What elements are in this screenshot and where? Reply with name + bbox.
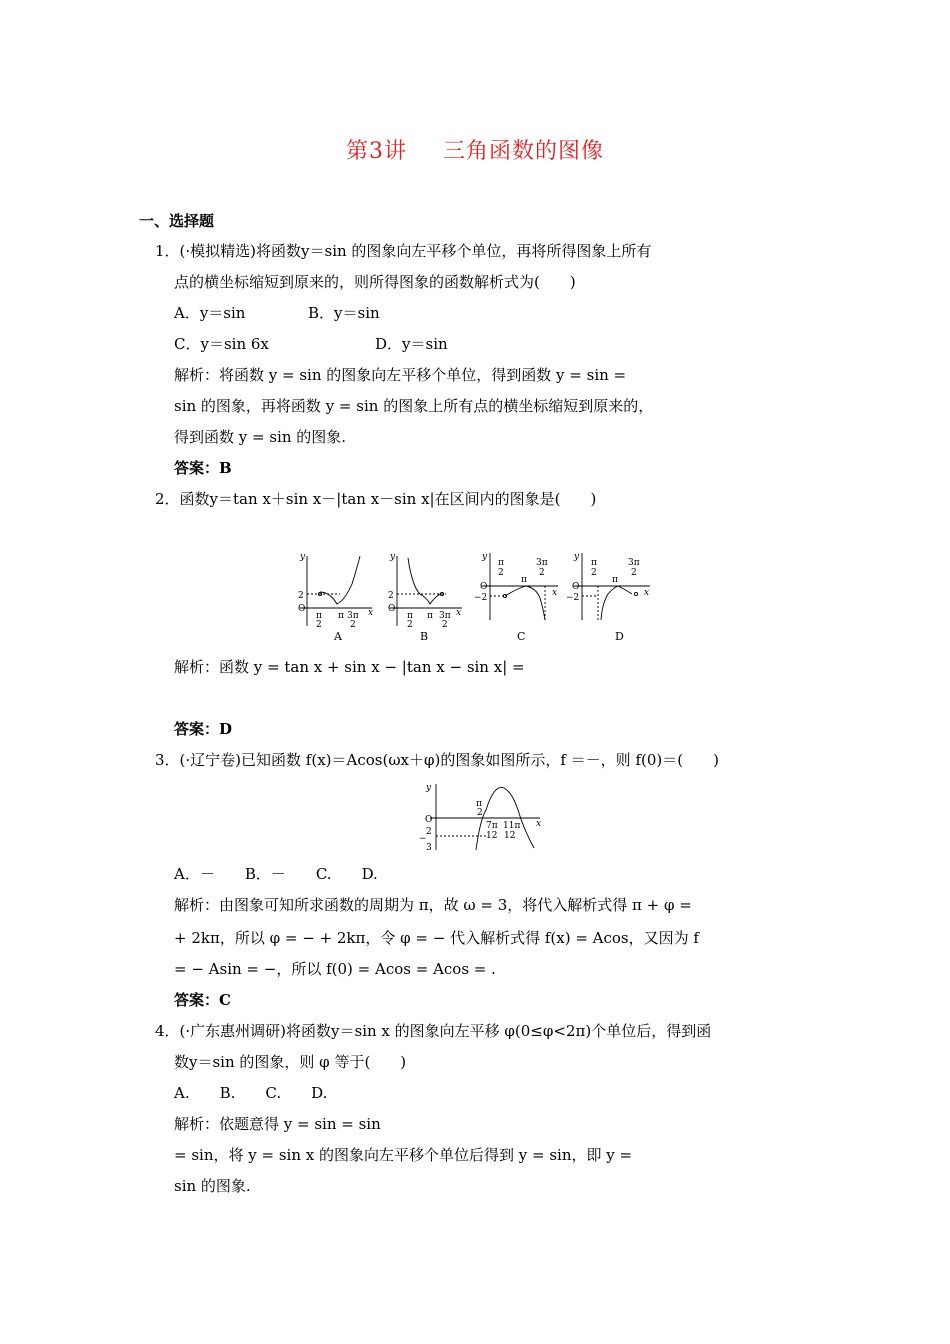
svg-text:2: 2 [498, 568, 504, 578]
section-heading: 一、选择题 [139, 212, 215, 230]
lecture-number: 第3讲 [345, 139, 407, 164]
svg-text:3π: 3π [628, 558, 640, 568]
q2-graph-label-a: A [334, 630, 342, 643]
svg-text:y: y [300, 552, 306, 562]
q1-option-a: A．y＝sin [174, 304, 246, 322]
q2-solution-line1: 解析：函数 y = tan x + sin x − |tan x − sin x| = [174, 658, 525, 676]
q1-option-c: C．y＝sin 6x [174, 335, 269, 353]
svg-text:π: π [316, 611, 322, 621]
q3-options: A．－ B．－ C. D. [174, 865, 378, 883]
svg-text:y: y [390, 552, 396, 562]
lecture-topic: 三角函数的图像 [442, 139, 604, 164]
svg-text:O: O [425, 815, 433, 825]
svg-text:x: x [644, 588, 650, 598]
q1-solution-line2: sin 的图象，再将函数 y = sin 的图象上所有点的横坐标缩短到原来的， [174, 397, 654, 415]
svg-text:y: y [426, 783, 432, 793]
q3-answer: 答案：C [174, 991, 231, 1009]
q1-option-d: D．y＝sin [375, 335, 448, 353]
svg-text:7π: 7π [486, 821, 498, 831]
svg-text:2: 2 [388, 591, 394, 601]
svg-text:3π: 3π [536, 558, 548, 568]
svg-text:2: 2 [539, 568, 545, 578]
svg-text:2: 2 [442, 620, 448, 630]
q3-cosine-graph [416, 780, 546, 852]
svg-text:−: − [419, 834, 427, 844]
q2-graph-label-c: C [517, 630, 526, 643]
svg-text:π: π [407, 611, 413, 621]
svg-text:−2: −2 [474, 593, 488, 603]
svg-text:2: 2 [591, 568, 597, 578]
svg-text:3: 3 [426, 843, 432, 852]
q4-options: A. B. C. D. [174, 1084, 328, 1102]
q4-solution-line2: = sin，将 y = sin x 的图象向左平移个单位后得到 y = sin，即 y = [174, 1146, 633, 1164]
svg-text:O: O [572, 582, 580, 592]
svg-text:π: π [338, 611, 344, 621]
q2-option-graphs [290, 548, 660, 648]
svg-text:O: O [298, 604, 306, 614]
svg-text:3π: 3π [347, 611, 359, 621]
svg-text:2: 2 [426, 827, 432, 837]
q3-solution-line3: = − Asin = −，所以 f(0) = Acos = Acos = . [174, 960, 496, 978]
svg-text:2: 2 [631, 568, 637, 578]
svg-text:−2: −2 [566, 593, 580, 603]
q1-option-b: B．y＝sin [308, 304, 380, 322]
q1-stem-line2: 点的横坐标缩短到原来的，则所得图象的函数解析式为( ) [174, 273, 576, 291]
svg-text:2: 2 [350, 620, 356, 630]
svg-text:2: 2 [407, 620, 413, 630]
svg-text:π: π [521, 575, 527, 585]
svg-text:2: 2 [298, 591, 304, 601]
q1-solution-line3: 得到函数 y = sin 的图象. [174, 428, 347, 446]
svg-text:3π: 3π [439, 611, 451, 621]
svg-text:π: π [612, 575, 618, 585]
q4-stem-line2: 数y＝sin 的图象，则 φ 等于( ) [174, 1053, 407, 1071]
q2-stem: 2．函数y＝tan x＋sin x－|tan x－sin x|在区间内的图象是( ) [155, 490, 597, 508]
q1-solution-line1: 解析：将函数 y = sin 的图象向左平移个单位，得到函数 y = sin = [174, 366, 627, 384]
page-title [0, 134, 950, 165]
svg-text:π: π [498, 558, 504, 568]
q4-solution-line1: 解析：依题意得 y = sin = sin [174, 1115, 381, 1133]
q4-stem-line1: 4．(·广东惠州调研)将函数y＝sin x 的图象向左平移 φ(0≤φ<2π)个单位后，得到函 [155, 1022, 712, 1040]
q2-answer: 答案：D [174, 720, 233, 738]
svg-text:2: 2 [477, 808, 483, 818]
svg-text:π: π [476, 799, 482, 809]
svg-text:O: O [480, 582, 488, 592]
svg-text:O: O [388, 604, 396, 614]
svg-text:y: y [574, 552, 580, 562]
svg-text:π: π [427, 611, 433, 621]
q3-solution-line1: 解析：由图象可知所求函数的周期为 π，故 ω = 3，将代入解析式得 π + φ = [174, 896, 692, 914]
svg-text:x: x [456, 608, 462, 618]
svg-text:y: y [482, 552, 488, 562]
q3-stem: 3．(·辽宁卷)已知函数 f(x)＝Acos(ωx＋φ)的图象如图所示，f ＝－，则 f(0)＝( ) [155, 751, 719, 769]
q2-graph-label-b: B [420, 630, 429, 643]
svg-text:x: x [536, 819, 542, 829]
svg-text:12: 12 [486, 831, 498, 841]
q4-solution-line3: sin 的图象. [174, 1177, 251, 1195]
svg-text:x: x [368, 608, 374, 618]
svg-text:2: 2 [316, 620, 322, 630]
svg-text:11π: 11π [503, 821, 521, 831]
q3-solution-line2: + 2kπ，所以 φ = − + 2kπ，令 φ = − 代入解析式得 f(x) = Acos，又因为 f [174, 929, 699, 947]
svg-text:x: x [552, 588, 558, 598]
q1-answer: 答案：B [174, 459, 232, 477]
q2-graph-label-d: D [615, 630, 624, 643]
svg-text:π: π [591, 558, 597, 568]
q1-stem-line1: 1．(·模拟精选)将函数y＝sin 的图象向左平移个单位，再将所得图象上所有 [155, 242, 652, 260]
svg-text:12: 12 [504, 831, 516, 841]
